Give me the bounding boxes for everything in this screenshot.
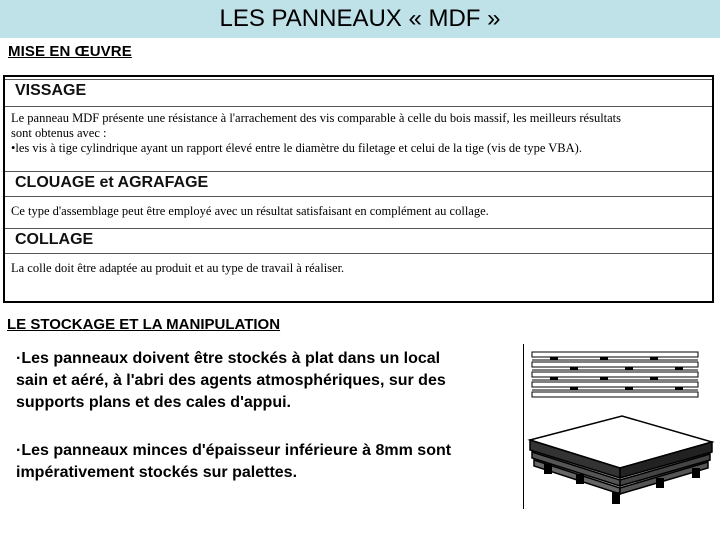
vissage-header: [5, 79, 712, 107]
vissage-heading: VISSAGE: [15, 82, 87, 99]
clouage-heading: CLOUAGE et AGRAFAGE: [15, 174, 209, 191]
clouage-header: [5, 171, 712, 197]
stacked-panels-icon: [530, 350, 702, 400]
illustration-divider: [523, 344, 524, 509]
section-title-mise-en-oeuvre: MISE EN ŒUVRE: [8, 43, 132, 60]
panels-on-pallet-icon: [526, 412, 716, 512]
collage-header: [5, 228, 712, 254]
vissage-line-2: sont obtenus avec :: [11, 126, 107, 140]
bullet-2-line-2: impérativement stockés sur palettes.: [16, 464, 298, 481]
collage-heading: COLLAGE: [15, 231, 94, 248]
vissage-text: [11, 111, 702, 156]
bullet-1-line-3: supports plans et des cales d'appui.: [16, 394, 291, 411]
clouage-text: Ce type d'assemblage peut être employé avec un résultat satisfaisant en complément au collage.: [11, 204, 489, 218]
stockage-bullet-2: [16, 440, 451, 484]
stockage-title: LE STOCKAGE ET LA MANIPULATION: [7, 316, 281, 333]
stockage-bullet-1: [16, 348, 446, 414]
collage-text: La colle doit être adaptée au produit et au type de travail à réaliser.: [11, 261, 345, 275]
bullet-1-line-2: sain et aéré, à l'abri des agents atmosphériques, sur des: [16, 372, 446, 389]
vissage-line-1: Le panneau MDF présente une résistance à l'arrachement des vis comparable à celle du bois massif, les meilleurs résultats: [11, 111, 622, 125]
bullet-1-line-1: ·Les panneaux doivent être stockés à plat dans un local: [16, 350, 441, 367]
vissage-line-3: •les vis à tige cylindrique ayant un rapport élevé entre le diamètre du filetage et celui de la tige (vis de type VBA).: [11, 141, 582, 155]
bullet-2-line-1: ·Les panneaux minces d'épaisseur inférieure à 8mm sont: [16, 442, 452, 459]
mise-en-oeuvre-frame: [3, 75, 714, 303]
page-title: LES PANNEAUX « MDF »: [0, 0, 720, 38]
